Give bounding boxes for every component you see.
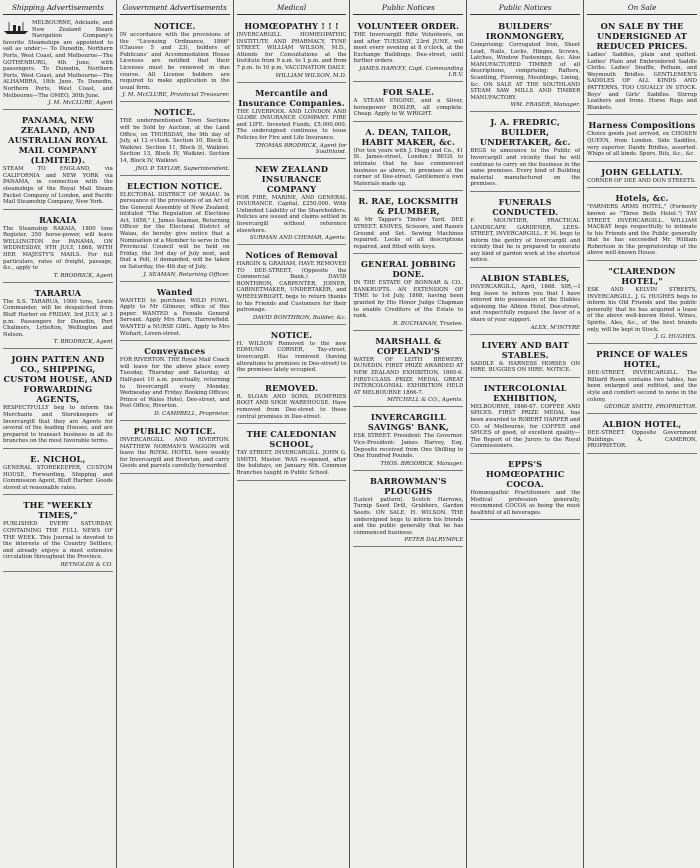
advertisement	[3, 285, 113, 350]
ad-signature: J. M. McCLURE, Provincial Treasurer.	[122, 92, 230, 99]
ad-title: JOHN PATTEN AND CO., SHIPPING, CUSTOM HOUSE, AND FORWARDING AGENTS,	[3, 354, 113, 405]
ad-title: RAKAIA	[39, 214, 77, 225]
ad-text: Homœopathic Practitioners and the Medical profession generally, recommend COCOA as being the most healthful of all beverages.	[470, 489, 581, 516]
ad-text: The Steamship RAKAIA, 1800 tons Register, 350 horse-power, will leave WELLINGTON for PANAMA, ON WEDNESDAY, 9TH JULY, 1868, WITH HER MAJESTY'S MAILS. For full particulars, rates of freight, passage, &c., apply to	[3, 225, 113, 272]
ad-text: FOR FIRE, MARINE, AND GENERAL INSURANCE. Capital, £250,000. With Unlimited Liability of the Shareholders. Policies are issued and claims settled in Invercargill without reference elsewhere.	[236, 194, 347, 234]
advertisement	[3, 112, 113, 210]
ad-signature: J. G. HUGHES.	[655, 334, 697, 341]
column-header: Government Advertisements	[120, 2, 230, 15]
ad-title: Harness Compositions	[588, 120, 696, 131]
ad-title: BUILDERS' IRONMONGERY,	[485, 21, 565, 41]
ad-text: A STEAM ENGINE, and a Silver, horsepower BOILER, all complete. Cheap. Apply to W. WRIGHT.	[353, 97, 464, 118]
advertisement	[120, 178, 230, 282]
ad-title: HOMŒOPATHY ! ! !	[244, 21, 339, 31]
advertisement	[120, 343, 230, 421]
ad-text: ESK STREET. President: The Governor. Vice-President: James Harvey, Esq. Deposits received from One Shilling to One Hundred Pounds.	[353, 433, 464, 460]
ad-text: ESK AND KELVIN STREETS, INVERCARGILL. J. G. HUGHES begs to inform his Old Friends and the public generally that he has acquired a lease of the above well-known Hotel. Wines, Spirits, Ales, &c., of the best brands only, will be kept in Stock.	[587, 287, 697, 333]
ad-title: REMOVED.	[265, 382, 319, 393]
ad-text: F. MOUNTIER, PRACTICAL LANDSCAPE GARDENER, LEES-STREET, INVERCARGILL. F. M. begs to inform the gentry of Invercargill and vicinity that he is prepared to execute any kind of garden work at the shortest notice.	[470, 217, 581, 264]
column-2	[117, 0, 234, 868]
advertisement	[3, 351, 113, 449]
ad-text: FOR RIVERTON. THE Royal Mail Coach will leave for the above place every Tuesday, Thursday and Saturday, at Half-past 10 a.m. punctually, returning to Invercargill every Monday, Wednesday and Friday. Booking Offices: Prince of Wales Hotel, Dee-street, and Post Office, Riverton.	[119, 357, 230, 410]
ad-text: RESPECTFULLY beg to inform the Merchants and Storekeepers of Invercargill that they are Agents for several of the leading Houses, and are prepared to transact business in all its branches on the most favorable terms.	[3, 405, 113, 445]
ad-title: NEW ZEALAND INSURANCE COMPANY	[254, 163, 329, 194]
ad-text: At Mr Tapper's Timber Yard, DEE STREET. KNIVES, Scissors, and Razors Ground and Set. Sewing Machines repaired. Locks of all descriptions repaired, and fitted with keys.	[353, 217, 464, 250]
advertisement	[470, 270, 580, 335]
ad-text: THE Invercargill Rifle Volunteers, on and after TUESDAY, 23rd JUNE, will meet every evening at 8 o'clock, at the Exchange Buildings, Dee-street, until further orders.	[353, 32, 464, 65]
ad-title: THE CALEDONIAN SCHOOL,	[246, 429, 337, 450]
advertisement	[470, 456, 580, 520]
column-5	[467, 0, 584, 868]
advertisement	[237, 380, 347, 424]
ad-title: R. RAE, LOCKSMITH & PLUMBER,	[358, 196, 459, 217]
ad-signature: WM. FRASER, Manager.	[510, 102, 581, 109]
ad-text: "FARMERS ARMS HOTEL," (Formerly known as "Three Bells Hotel.") TAY STREET, INVERCARGILL. WILLIAM MACKAY begs respectfully to intimate to his Friends and the Public generally that he has succeeded Mr. William Robertson in the proprietorship of the above well-known House.	[587, 204, 697, 257]
ad-signature: J. SEAMAN, Returning Officer.	[143, 271, 230, 278]
steamship-icon	[3, 21, 29, 35]
advertisement	[587, 117, 697, 161]
advertisement	[470, 380, 580, 454]
ad-text: Choice goods just arrived, ex CHOSEN QUEEN, from London. Side Saddles, very superior. Dandy Bridles, assorted. Whips of all kinds. Spurs, Bits, &c., &c.	[587, 131, 697, 158]
ad-title: PRINCE OF WALES HOTEL,	[596, 349, 688, 370]
ad-title: NOTICE.	[153, 107, 196, 118]
advertisement	[237, 327, 347, 378]
ad-text: MELBOURNE, Adelaide, and New Zealand Steam Navigation Company's favorite Steamships are appointed to sail as under:— To Dunedin, Northern Ports, West Coast, and Melbourne—The GOTHENBURG, 4th June, with passengers. To Dunedin, Northern Ports, West Coast, and Melbourne—The ALHAMBRA, 18th June. To Dunedin, Northern Ports, West Coast, and Melbourne—The OMEO, 30th June.	[3, 20, 113, 99]
ad-title: INVERCARGILL SAVINGS' BANK,	[367, 412, 449, 433]
ad-title: LIVERY AND BAIT STABLES.	[481, 339, 569, 360]
ad-title: GENERAL JOBBING DONE.	[360, 259, 456, 280]
ad-signature: SURMAN AND CHEMAR, Agents.	[249, 235, 347, 242]
ad-text: WANTED to purchase WILD FOWL. Apply to Mr Gilmour, office of this paper. WANTED a Female General Servant. Apply Mrs Hare, Harrowfield. WANTED a NURSE GIRL. Apply to Mrs Wishart, Leven-street.	[119, 297, 230, 337]
ad-text: THE LIVERPOOL AND LONDON AND GLOBE INSURANCE COMPANY. FIRE and LIFE. Invested Funds, £5,000,000. The undersigned continues to issue Policies for Fire and Life Insurance.	[236, 108, 347, 141]
column-4	[350, 0, 467, 868]
ad-signature: D. CAMPBELL, Proprietor.	[154, 410, 230, 417]
advertisement	[3, 497, 113, 572]
advertisement	[353, 473, 463, 548]
advertisement	[353, 256, 463, 331]
ad-signature: T. BRODRICK, Agent	[53, 339, 113, 346]
ad-text: BEGS to announce to the Public of Invercargill and vicinity that he will continue to carry on the business in the same premises. Every kind of Building material manufactured on the premises.	[470, 148, 581, 188]
ad-title: Notices of Removal	[245, 250, 338, 261]
ad-text: INVERCARGILL, April, 1868. SIR,—I beg leave to inform you that I have entered into possession of the Stables adjoining the Albion Hotel, Dee-street, and respectfully request the favor of a share of your support.	[470, 284, 581, 324]
column-6	[584, 0, 700, 868]
advertisement	[353, 409, 463, 470]
ad-signature: ALEX. M'INTYRE	[530, 324, 581, 331]
ad-title: "CLARENDON HOTEL,"	[608, 266, 676, 287]
ad-signature: R. BUCHANAN, Trustee.	[392, 320, 464, 327]
ad-text: SADDLE & HARNESS HORSES ON HIRE. BUGGIES ON HIRE. NOTICE.	[470, 360, 581, 374]
ad-title: NOTICE.	[153, 21, 196, 31]
ad-signature: REYNOLDS & CO.	[60, 561, 113, 568]
ad-signature: MITCHELL & CO., Agents.	[387, 397, 464, 404]
ad-text: GENERAL STOREKEEPER, CUSTOM HOUSE, Forwarding, Shipping and Commission Agent, Bluff Harbor. Goods stored at reasonable rates.	[3, 464, 113, 491]
ad-text: MELBOURNE, 1866-67. COFFEE AND SPICES. FIRST PRIZE MEDAL has been awarded to ROBERT HARPER and CO. of Melbourne, for COFFEE and SPICES of good, of excellent quality—The Report of the Jurors to the Royal Commissioners.	[470, 403, 581, 450]
ad-title: MARSHALL & COPELAND'S	[375, 335, 442, 356]
advertisement	[470, 18, 580, 112]
ad-signature: WILLIAM WILSON, M.D.	[275, 72, 347, 79]
advertisement	[353, 18, 463, 82]
ad-text: INVERCARGILL AND RIVERTON. MATTHEW NORMAN'S WAGGON will leave the ROYAL HOTEL here weekly for Invercargill and Riverton, and carry Goods and parcels carefully forwarded.	[119, 436, 230, 470]
ad-text: DEE-STREET, INVERCARGILL. The Billiard Room contains two tables, has been enlarged and refitted, and the style and comfort second to none in the colony.	[587, 370, 697, 403]
ad-title: Wanted	[156, 286, 193, 297]
column-3	[234, 0, 351, 868]
ad-text: PUBLISHED EVERY SATURDAY, CONTAINING THE FULL NEWS OF THE WEEK. This Journal is devoted to the interests of the Country Settlers, and already enjoys a most extensive circulation throughout the Province.	[3, 521, 113, 561]
ad-title: VOLUNTEER ORDER.	[357, 21, 460, 31]
ad-title: ELECTION NOTICE.	[126, 180, 223, 191]
advertisement	[120, 423, 230, 474]
ad-text: TAY STREET, INVERCARGILL. JOHN G. SMITH, Master. WAS re-opened, after the holidays, on January 6th. Common Branches taught in Public School.	[236, 450, 347, 476]
advertisement	[237, 85, 347, 159]
ad-title: PUBLIC NOTICE.	[133, 425, 216, 436]
ad-text: IN THE ESTATE OF BONNAR & CO., BANKRUPTS. AN EXTENSION OF TIME to 1st July, 1868, having been granted by His Honor Judge Chapman to enable Creditors of the Estate to rank.	[353, 280, 464, 320]
advertisement	[120, 18, 230, 102]
column-header: On Sale	[587, 2, 697, 15]
ad-signature: JNO. P. TAYLOR, Superintendent.	[135, 165, 230, 172]
ad-text: (Latest pattern). Scotch Harrows, Turnip Seed Drill, Grubbers, Garden Seeds. ON SALE. H. WILSON. THE undersigned begs to inform his friends and the public generally that he has commenced business.	[353, 496, 464, 536]
ad-text: CORNER OF DEE AND DON STREETS.	[587, 177, 696, 184]
ad-title: Hotels, &c.	[615, 193, 669, 204]
ad-text: ELECTORAL DISTRICT OF WAIAU. In pursuance of the provisions of an Act of the General Assembly of New Zealand, intituled "The Regulation of Elections Act, 1858," I, James Seaman, Returning Officer for the Electoral District of Waiau, do hereby give notice that a Nomination of a Member to serve in the Provincial Council will be held on Friday, the 3rd day of July next, and that a Poll, if demanded, will be taken on Saturday, the 4th day of July.	[119, 191, 230, 271]
ad-text: IN accordance with the provisions of the "Licensing Ordinance, 1866" (Clauses 5 and 23), holders of Publicans' and Accommodation House Licenses are notified that their Licenses must be renewed in due course. All License holders are required to make application in the usual form.	[119, 32, 230, 91]
ad-title: FOR SALE.	[382, 86, 435, 97]
advertisement	[353, 124, 463, 192]
advertisement	[587, 190, 697, 261]
ad-title: PANAMA, NEW ZEALAND, AND AUSTRALIAN ROYAL MAIL COMPANY (LIMITED).	[8, 115, 108, 166]
ad-title: JOHN GELLATLY.	[601, 166, 683, 177]
ad-signature: T. BRODRICK, Agent	[53, 272, 113, 279]
ad-signature: THOS. BRODRICK, Manager.	[380, 460, 464, 467]
ad-text: R. SLOAN AND SONS, DUMFRIES BOOT AND SHOE WAREHOUSE. Have removed from Dee-street to those central premises in Dee-street.	[236, 393, 347, 420]
ad-title: J. A. FREDRIC, BUILDER, UNDERTAKER, &c.	[479, 117, 571, 148]
advertisement	[120, 284, 230, 342]
ad-text: WATER OF LEITH BREWERY, DUNEDIN. FIRST PRIZE AWARDED AT NEW ZEALAND EXHIBITION, 1865-6. FIRST-CLASS PRIZE MEDAL GREAT INTERCOLONIAL EXHIBITION HELD AT MELBOURNE 1866-7.	[353, 356, 464, 396]
ad-title: FUNERALS CONDUCTED.	[492, 196, 559, 217]
advertisement	[353, 333, 463, 408]
advertisement	[237, 18, 347, 83]
ad-signature: J. M. McCLURE, Agent	[48, 100, 113, 107]
column-header: Shipping Advertisements	[3, 2, 113, 15]
ad-text: Ladies' Saddles, plain and quilted. Ladies' Plain and Embroidered Saddle Cloths. Ladies' Snaffle, Pelham, and Weymouth Bridles. GENTLEMEN'S SADDLES OF ALL KINDS AND PATTERNS, TOO USUALLY IN STOCK. Boys' and Girls' Saddles. Stirrup Leathers and Irons. Horse Rugs and Blankets.	[587, 52, 697, 111]
advertisement	[587, 346, 697, 414]
ad-title: Conveyances	[144, 346, 206, 357]
ad-text: (For ten years with J. Hogg and Co., 41 St. James-street, London.) BEGS to intimate that he has commenced business as above, in premises at the corner of Dee-street. Gentlemen's own Materials made up.	[353, 147, 464, 187]
ad-title: ALBION STABLES,	[480, 273, 570, 284]
ad-text: HARGIN & GRAHAM, HAVE REMOVED TO DEE-STREET, (Opposite the Commercial Bank.) DAVID BONTHRON, CARPENTER, JOINER, CABINETMAKER, UNDERTAKER, and WHEELWRIGHT, begs to return thanks to his Friends and Customers for their patronage.	[236, 261, 347, 314]
column-1	[0, 0, 117, 868]
column-header: Medical	[237, 2, 347, 15]
advertisement	[353, 193, 463, 254]
ad-title: ON SALE BY THE UNDERSIGNED AT REDUCED PRICES.	[596, 21, 688, 51]
advertisement	[237, 426, 347, 480]
advertisement	[587, 18, 697, 115]
ad-signature: PETER DALRYMPLE	[404, 537, 464, 544]
ad-text: INVERCARGILL HOMŒOPATHIC INSTITUTE AND PHARMACY, TYNE STREET. WILLIAM WILSON, M.D., Attends for Consultations at the Institute from 9 a.m. to 1 p.m. and from 7 p.m. to 10 p.m. VACCINATION DAILY.	[236, 32, 347, 71]
advertisement	[237, 161, 347, 246]
column-header: Public Notices	[353, 2, 463, 15]
ad-title: EPPS'S HOMŒOPATHIC COCOA.	[485, 458, 565, 489]
advertisement	[587, 416, 697, 454]
ad-title: THE "WEEKLY TIMES,"	[23, 500, 93, 521]
ad-title: TARARUA	[34, 287, 82, 298]
advertisement	[470, 194, 580, 268]
ad-title: Mercantile and Insurance Companies.	[238, 87, 345, 108]
ad-text: STEAM TO ENGLAND, via CALIFORNIA and NEW YORK via PANAMA, in connection with the steamships of the Royal Mail Steam Packet Company of London, and Pacific Mail Steamship Company, New York.	[3, 166, 113, 206]
advertisement	[470, 114, 580, 192]
ad-signature: JAMES HARVEY, Capt. Commanding I.R.V.	[359, 65, 464, 78]
advertisement	[587, 263, 697, 344]
advertisement	[3, 451, 113, 495]
advertisement	[3, 18, 113, 110]
column-header: Public Notices	[470, 2, 580, 15]
ad-text: H. WILSON Removed to the new EDMUND CORNER, Tay-street, Invercargill. Has removed (having alterations to premises in Dee-street) to the premises lately occupied.	[236, 340, 347, 374]
ad-text: DEE-STREET. Opposite Government Buildings. A. CAMERON, PROPRIETOR.	[587, 430, 697, 450]
ad-text: The S.S. TARARUA, 1000 tons, Lewis Commander, will be despatched from Bluff Harbor on FRIDAY, 3rd JULY, at 3 p.m. Passengers for Dunedin, Port Chalmers, Lyttelton, Wellington and Nelson.	[3, 298, 113, 338]
advertisement	[120, 104, 230, 175]
ad-signature: THOMAS BRODRICK, Agent for Southland.	[255, 142, 347, 155]
ad-text: Comprising: Corrugated Iron, Sheet Lead, Nails, Locks, Hinges, Screws, Latches, Window Fastenings, &c. Also MANUFACTURED TIMBER of all descriptions, comprising: Rafters, Scantling, Flooring, Mouldings, Lining, &c. ON SALE AT THE SOUTHLAND STEAM SAW MILLS AND TIMBER MANUFACTORY.	[470, 42, 581, 101]
ad-title: NOTICE.	[270, 329, 313, 340]
advertisement	[470, 337, 580, 378]
ad-title: A. DEAN, TAILOR, HABIT MAKER, &c.	[361, 126, 456, 147]
ad-title: INTERCOLONIAL EXHIBITION,	[483, 382, 567, 403]
ad-title: E. NICHOL,	[30, 453, 86, 464]
ad-text: THE undermentioned Town Sections will be Sold by Auction, at the Land Office, on THURSDAY, the 9th day of July, at 12 o'clock. Section 10, Block II, Waikiwi. Section 11, Block II, Waikiwi. Section 13, Block IV, Waikiwi. Section 14, Block IV, Waikiwi.	[119, 118, 230, 164]
advertisement	[237, 247, 347, 325]
ad-title: BARROWMAN'S PLOUGHS	[370, 475, 447, 496]
advertisement	[353, 84, 463, 122]
advertisement	[3, 212, 113, 283]
ad-title: ALBION HOTEL,	[602, 419, 682, 430]
ad-signature: GEORGE SMITH, PROPRIETOR.	[604, 404, 697, 411]
advertisement	[587, 164, 697, 189]
ad-signature: DAVID BONTHRON, Builder, &c.	[252, 314, 347, 321]
